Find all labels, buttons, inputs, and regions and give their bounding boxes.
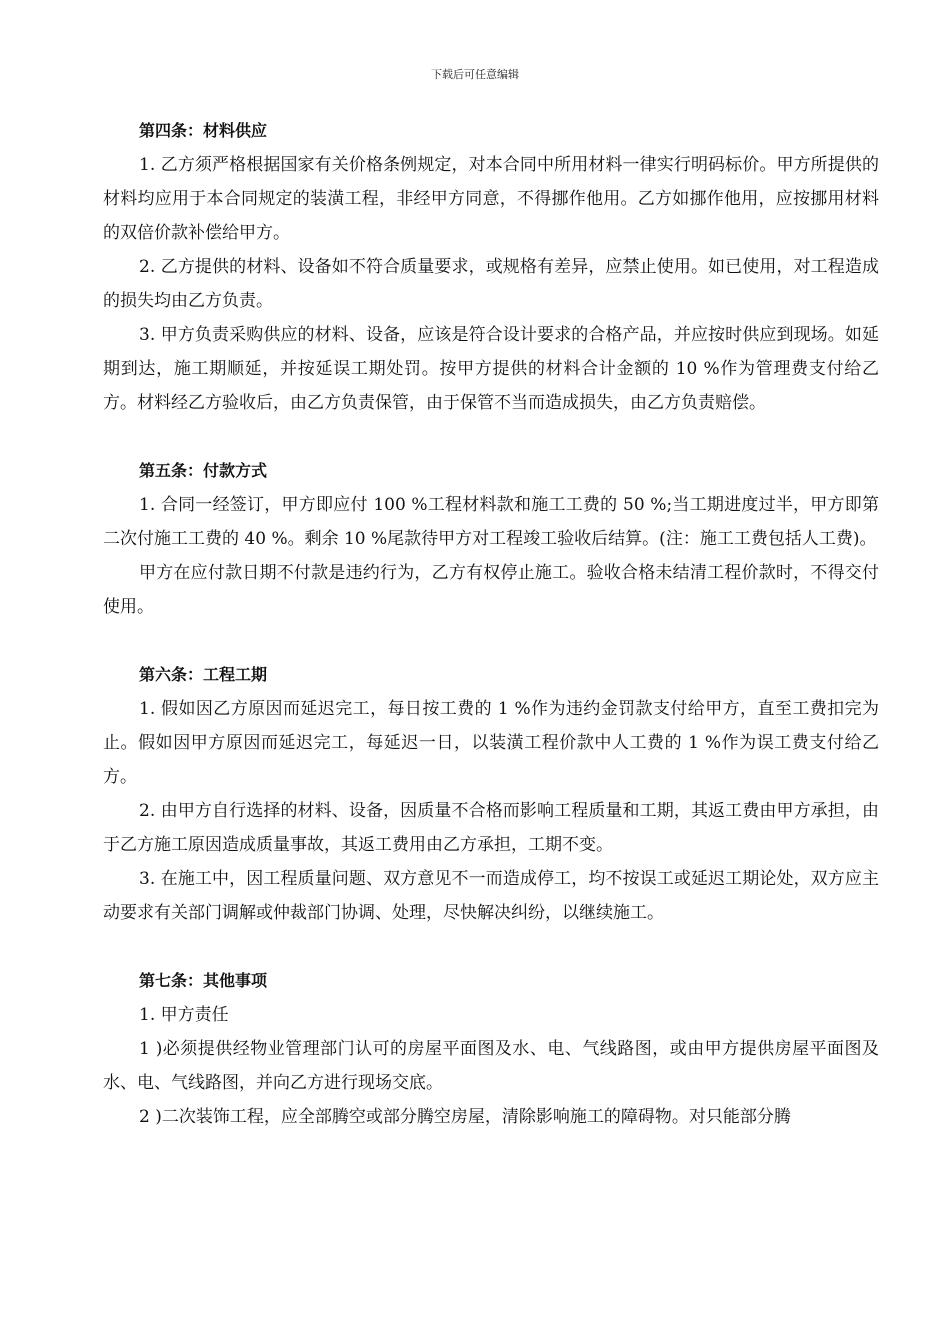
section-article-4: [103, 114, 879, 420]
paragraph: 1. 假如因乙方原因而延迟完工，每日按工费的 1 %作为违约金罚款支付给甲方，直至工费扣完为止。假如因甲方原因而延迟完工，每延迟一日，以装潢工程价款中人工费的 1 %作为误工费支付给乙方。: [103, 699, 879, 787]
paragraph: 3. 甲方负责采购供应的材料、设备，应该是符合设计要求的合格产品，并应按时供应到现场。如延期到达，施工期顺延，并按延误工期处罚。按甲方提供的材料合计金额的 10 %作为管理费支付给乙方。材料经乙方验收后，由乙方负责保管，由于保管不当而造成损失，由乙方负责赔偿。: [103, 325, 879, 413]
document-body: [103, 114, 879, 1134]
paragraph: 2. 乙方提供的材料、设备如不符合质量要求，或规格有差异，应禁止使用。如已使用，对工程造成的损失均由乙方负责。: [103, 257, 879, 311]
section-article-6: [103, 658, 879, 930]
section-title: 第七条：其他事项: [139, 971, 268, 990]
paragraph: 3. 在施工中，因工程质量问题、双方意见不一而造成停工，均不按误工或延迟工期论处，双方应主动要求有关部门调解或仲裁部门协调、处理，尽快解决纠纷，以继续施工。: [103, 869, 879, 923]
section-title: 第五条：付款方式: [139, 461, 268, 480]
section-article-7: [103, 964, 879, 1134]
page-header: 下载后可任意编辑: [431, 68, 519, 81]
section-title: 第四条：材料供应: [139, 121, 268, 140]
paragraph: 1. 乙方须严格根据国家有关价格条例规定，对本合同中所用材料一律实行明码标价。甲方所提供的材料均应用于本合同规定的装潢工程，非经甲方同意，不得挪作他用。乙方如挪作他用，应按挪用材料的双倍价款补偿给甲方。: [103, 155, 879, 243]
paragraph: 2. 由甲方自行选择的材料、设备，因质量不合格而影响工程质量和工期，其返工费由甲方承担，由于乙方施工原因造成质量事故，其返工费用由乙方承担，工期不变。: [103, 801, 879, 855]
paragraph: 1 )必须提供经物业管理部门认可的房屋平面图及水、电、气线路图，或由甲方提供房屋平面图及水、电、气线路图，并向乙方进行现场交底。: [103, 1039, 879, 1093]
section-title: 第六条：工程工期: [139, 665, 268, 684]
section-article-5: [103, 454, 879, 624]
paragraph: 甲方在应付款日期不付款是违约行为，乙方有权停止施工。验收合格未结清工程价款时，不得交付使用。: [103, 563, 879, 617]
paragraph: 1. 合同一经签订，甲方即应付 100 %工程材料款和施工工费的 50 %;当工期进度过半，甲方即第二次付施工工费的 40 %。剩余 10 %尾款待甲方对工程竣工验收后结算。(注：施工工费包括人工费)。: [103, 495, 879, 549]
paragraph: 1. 甲方责任: [139, 1005, 229, 1025]
paragraph: 2 )二次装饰工程，应全部腾空或部分腾空房屋，清除影响施工的障碍物。对只能部分腾: [139, 1107, 791, 1127]
